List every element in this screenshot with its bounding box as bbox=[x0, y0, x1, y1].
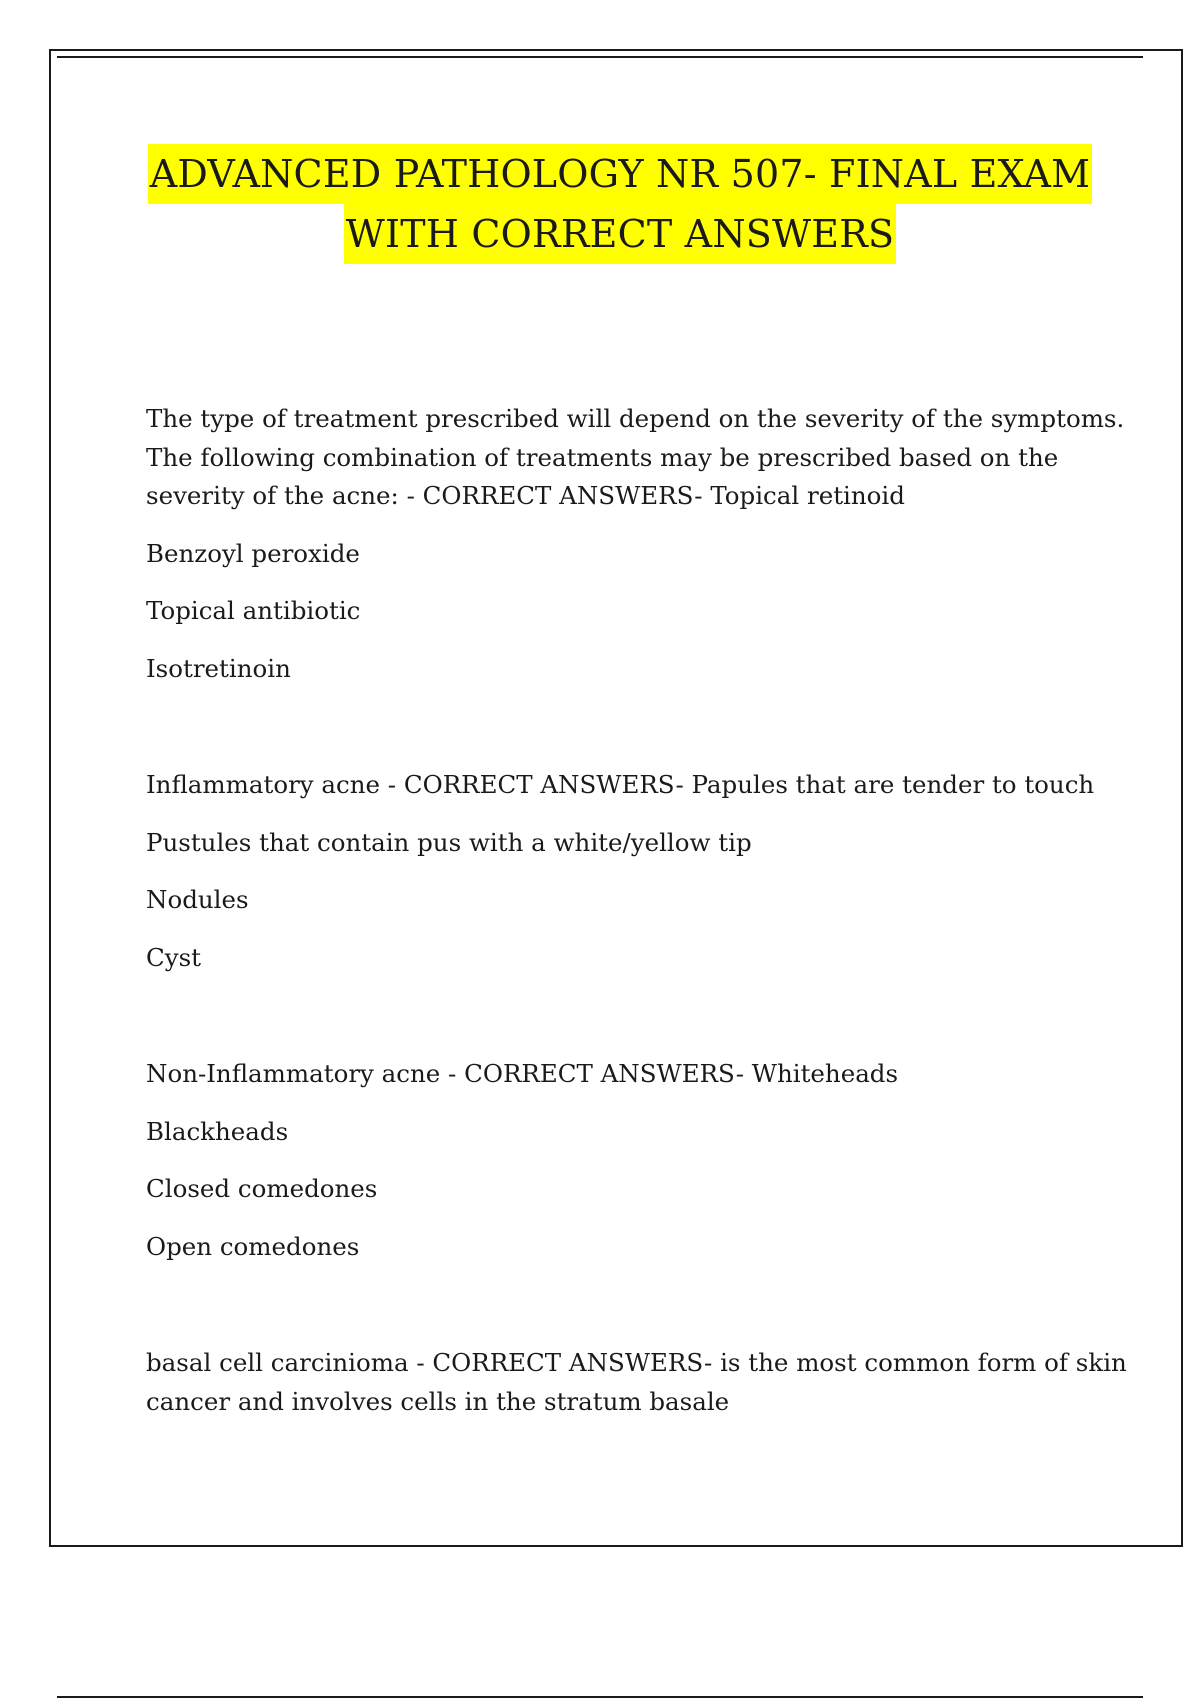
qa-entry bbox=[146, 400, 1146, 688]
document-title bbox=[60, 144, 1180, 264]
question-text: Inflammatory acne - CORRECT ANSWERS- Papules that are tender to touch bbox=[146, 770, 1095, 799]
answer-item: Pustules that contain pus with a white/yellow tip bbox=[146, 827, 752, 857]
qa-entry bbox=[146, 1344, 1146, 1421]
header-rule bbox=[57, 56, 1143, 58]
answer-item: Open comedones bbox=[146, 1231, 360, 1261]
answer-item: Isotretinoin bbox=[146, 653, 291, 683]
answer-item: Benzoyl peroxide bbox=[146, 538, 360, 568]
footer-rule bbox=[57, 1696, 1143, 1698]
title-line-2: WITH CORRECT ANSWERS bbox=[344, 204, 897, 264]
qa-entry bbox=[146, 766, 1146, 977]
answer-item: Cyst bbox=[146, 942, 202, 972]
answer-item: Blackheads bbox=[146, 1116, 289, 1146]
qa-entry bbox=[146, 1055, 1146, 1266]
question-text: Non-Inflammatory acne - CORRECT ANSWERS- Whiteheads bbox=[146, 1059, 899, 1088]
answer-item: Nodules bbox=[146, 885, 249, 914]
title-line-1: ADVANCED PATHOLOGY NR 507- FINAL EXAM bbox=[148, 144, 1092, 204]
question-text: The type of treatment prescribed will depend on the severity of the symptoms. The following combination of treatments may be prescribed based on the severity of the acne: - CORRECT ANSWERS- Topical retinoid bbox=[146, 404, 1125, 510]
question-text: basal cell carcinioma - CORRECT ANSWERS- is the most common form of skin cancer and involves cells in the stratum basale bbox=[146, 1348, 1127, 1416]
answer-item: Closed comedones bbox=[146, 1174, 378, 1203]
answer-item: Topical antibiotic bbox=[146, 596, 361, 625]
document-body bbox=[146, 400, 1146, 1421]
